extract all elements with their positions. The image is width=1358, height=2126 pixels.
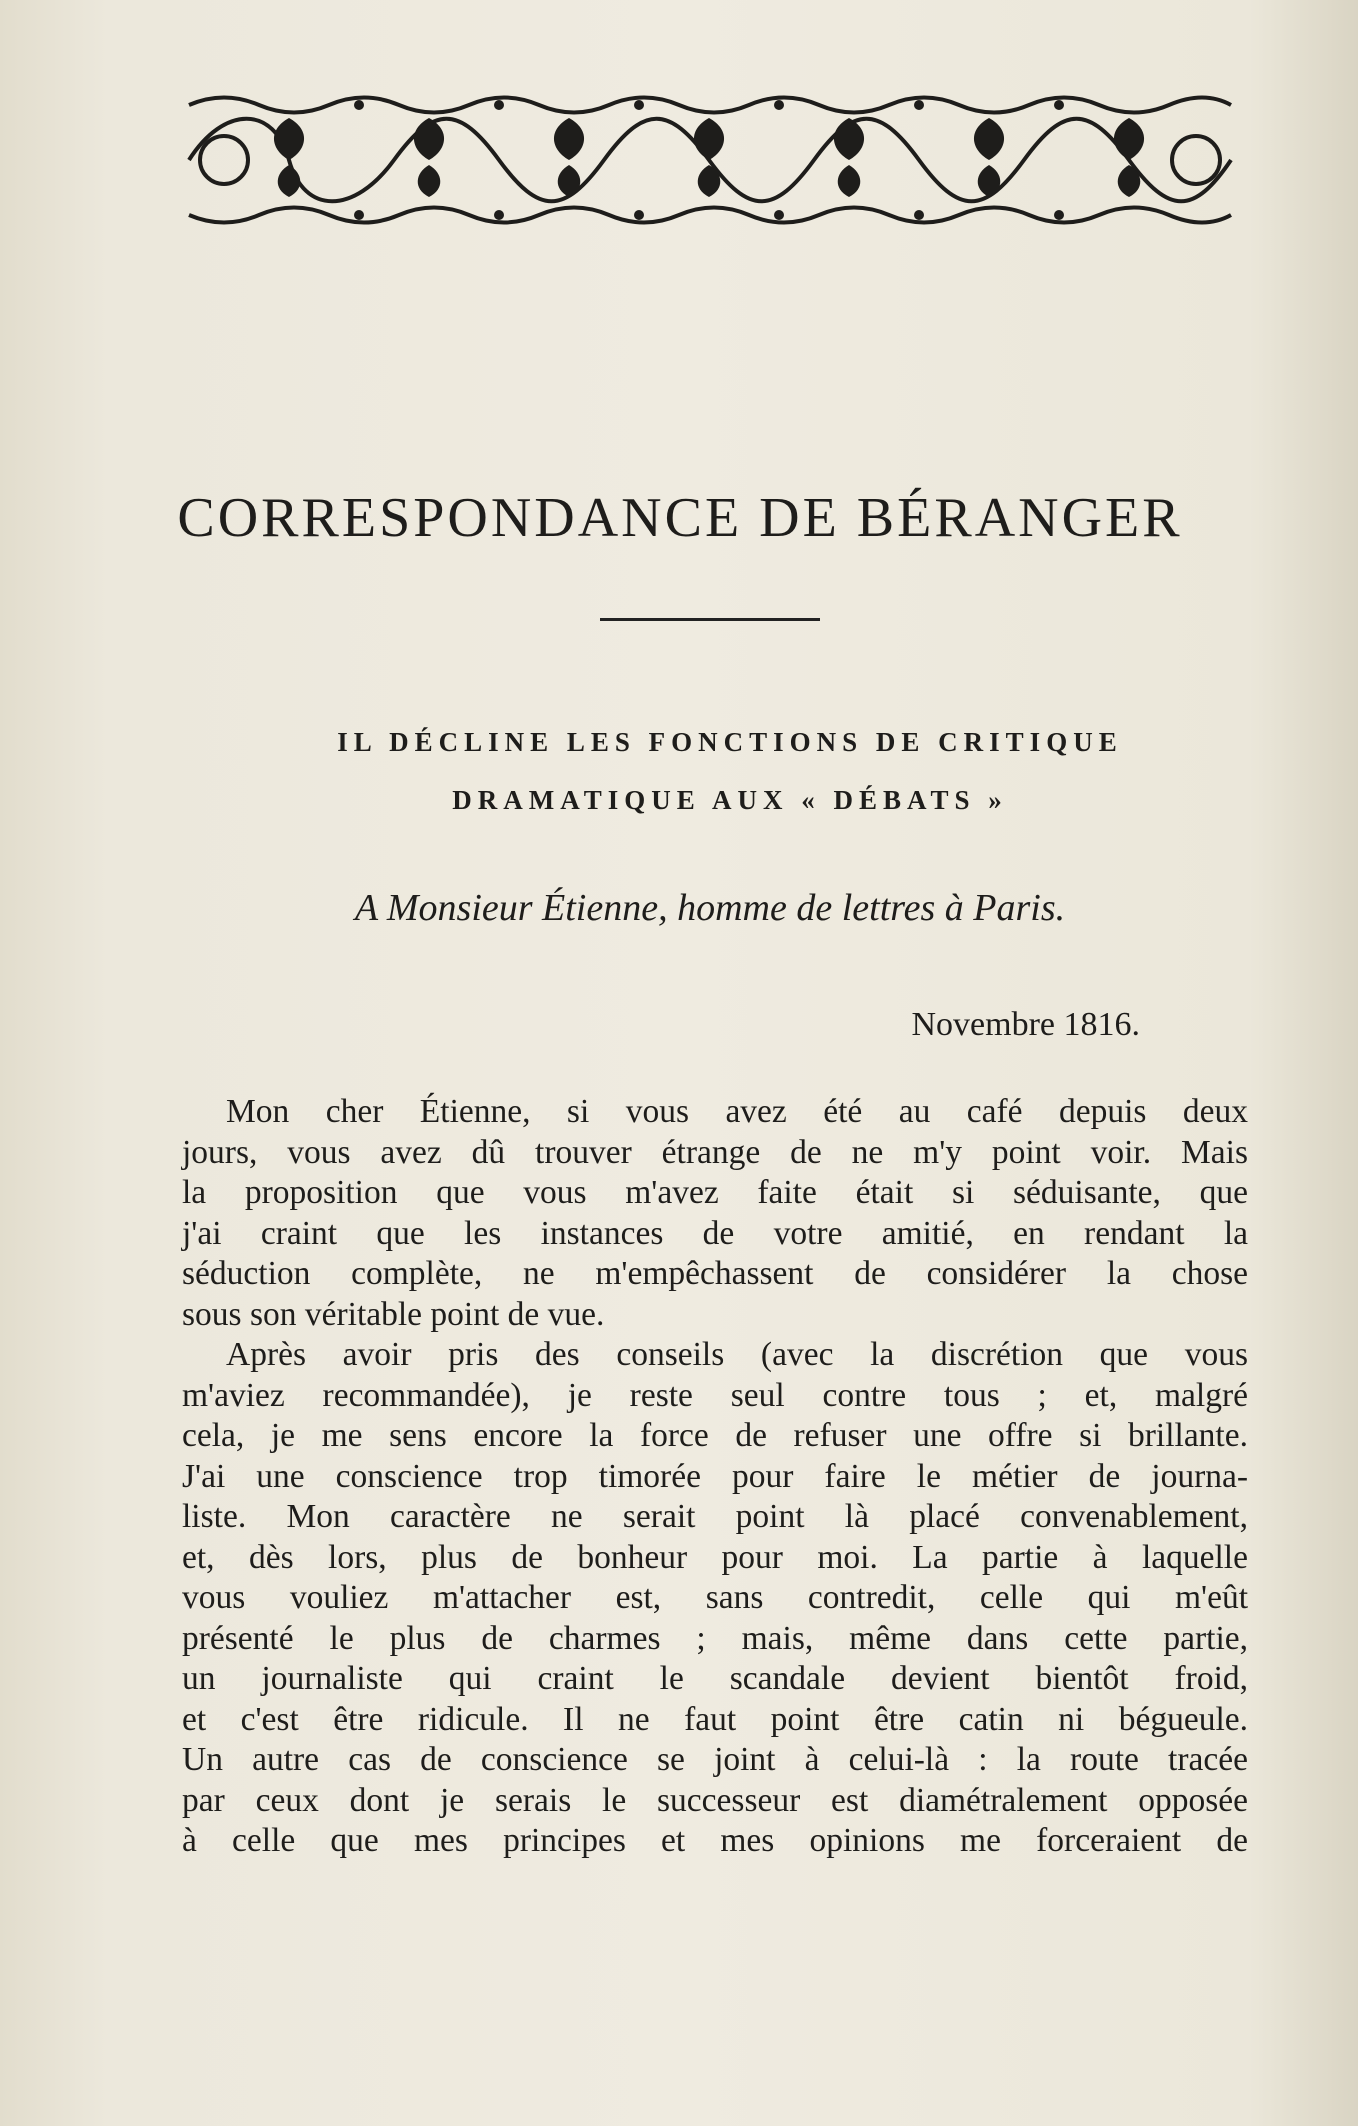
text-line: présenté le plus de charmes ; mais, même dans cette partie, [182, 1619, 1248, 1657]
text-line: Un autre cas de conscience se joint à celui-là : la route tracée [182, 1741, 1248, 1778]
letter-date: Novembre 1816. [911, 1006, 1140, 1043]
text-line: et c'est être ridicule. Il ne faut point être catin ni bégueule. [182, 1700, 1248, 1738]
paragraph-1 [182, 1092, 1248, 1335]
letter-heading-line-1: IL DÉCLINE LES FONCTIONS DE CRITIQUE [337, 727, 1123, 757]
text-line: liste. Mon caractère ne serait point là placé convenablement, [182, 1498, 1248, 1535]
letter-body [182, 1092, 1248, 1862]
letter-heading-line-2: DRAMATIQUE AUX « DÉBATS » [452, 785, 1008, 815]
text-line: à celle que mes principes et mes opinions me forceraient de [182, 1822, 1248, 1859]
text-line: J'ai une conscience trop timorée pour faire le métier de journa- [182, 1457, 1248, 1495]
text-line: par ceux dont je serais le successeur est diamétralement opposée [182, 1781, 1248, 1819]
text-line: cela, je me sens encore la force de refuser une offre si brillante. [182, 1417, 1248, 1454]
text-line: Mon cher Étienne, si vous avez été au café depuis deux [226, 1093, 1248, 1130]
letter-address: A Monsieur Étienne, homme de lettres à Paris. [354, 887, 1066, 929]
title-rule [600, 618, 820, 621]
text-line: et, dès lors, plus de bonheur pour moi. La partie à laquelle [182, 1538, 1248, 1576]
text-line: j'ai craint que les instances de votre amitié, en rendant la [182, 1214, 1248, 1252]
text-line: Après avoir pris des conseils (avec la discrétion que vous [226, 1336, 1248, 1373]
text-line: sous son véritable point de vue. [182, 1295, 605, 1333]
floral-headpiece-ornament [184, 85, 1236, 235]
text-line: séduction complète, ne m'empêchassent de considérer la chose [182, 1255, 1248, 1292]
paragraph-2 [182, 1335, 1248, 1862]
text-line: jours, vous avez dû trouver étrange de ne m'y point voir. Mais [182, 1133, 1248, 1171]
page-title: CORRESPONDANCE DE BÉRANGER [177, 487, 1183, 549]
text-line: vous vouliez m'attacher est, sans contredit, celle qui m'eût [182, 1579, 1248, 1616]
text-line: la proposition que vous m'avez faite était si séduisante, que [182, 1174, 1248, 1211]
text-line: un journaliste qui craint le scandale devient bientôt froid, [182, 1660, 1248, 1697]
text-line: m'aviez recommandée), je reste seul contre tous ; et, malgré [182, 1376, 1248, 1414]
